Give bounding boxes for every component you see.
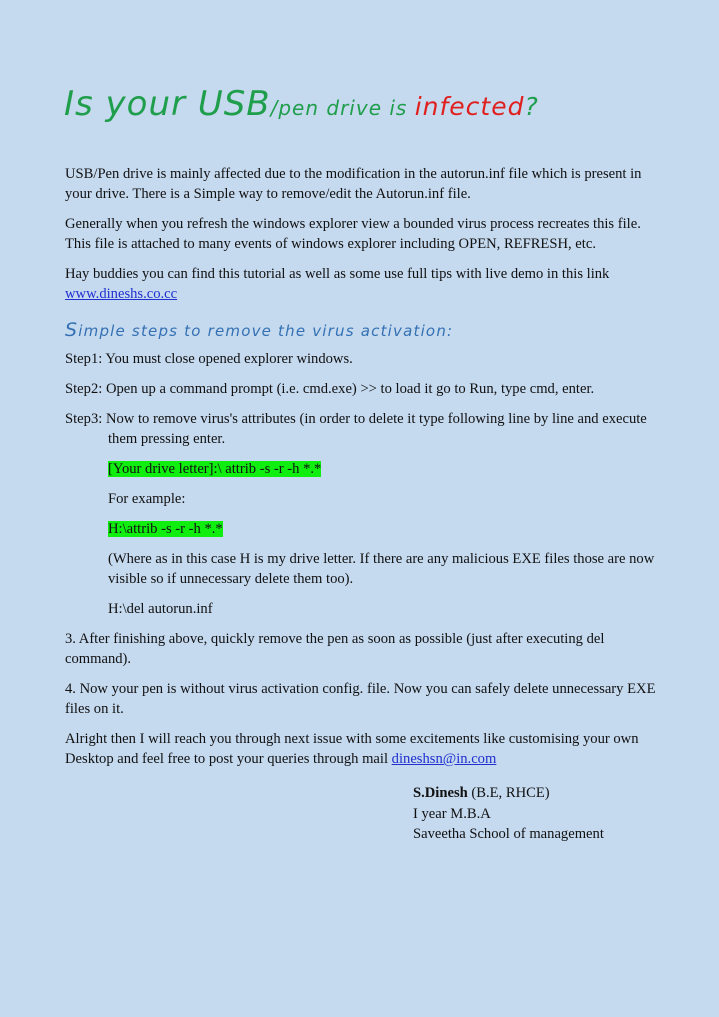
closing-paragraph: [65, 729, 659, 769]
subheading-initial: S: [65, 319, 79, 341]
step-1: Step1: You must close opened explorer windows.: [65, 351, 353, 367]
steps-subheading: [65, 320, 659, 341]
title-part-is: Is your: [64, 84, 198, 124]
drive-letter-note: (Where as in this case H is my drive letter. If there are any malicious EXE files those are now visible so if unnecessary delete them too).: [108, 551, 655, 587]
title-part-usb: USB: [197, 84, 271, 124]
paragraph-intro: USB/Pen drive is mainly affected due to the modification in the autorun.inf file which is present in your drive. There is a Simple way to remove/edit the Autorun.inf file.: [65, 166, 642, 202]
author-qualification: (B.E, RHCE): [467, 785, 550, 801]
tutorial-text: Hay buddies you can find this tutorial as well as some use full tips with live demo in this link: [65, 266, 610, 282]
title-part-pen-drive: /pen drive is: [270, 96, 415, 120]
step-2: Step2: Open up a command prompt (i.e. cmd.exe) >> to load it go to Run, type cmd, enter.: [65, 381, 595, 397]
item-3: 3. After finishing above, quickly remove the pen as soon as possible (just after executing del command).: [65, 631, 605, 667]
command-generic-line: [65, 459, 659, 479]
closing-text: Alright then I will reach you through next issue with some excitements like customising your own Desktop and feel free to post your queries through mail: [65, 731, 639, 767]
signature-block: [413, 783, 659, 845]
author-year: I year M.B.A: [413, 805, 491, 822]
author-name: S.Dinesh: [413, 785, 468, 801]
page-title: [64, 84, 539, 124]
for-example-label: For example:: [108, 491, 186, 507]
article-body: [65, 164, 659, 855]
title-part-infected: infected: [414, 92, 525, 121]
author-school: Saveetha School of management: [413, 826, 604, 842]
step-3: Step3: Now to remove virus's attributes (in order to delete it type following line by line and execute them pressing enter.: [65, 411, 647, 447]
email-link[interactable]: dineshsn@in.com: [391, 751, 497, 767]
command-example-line: [65, 519, 659, 539]
title-part-question: ?: [524, 92, 539, 121]
website-link[interactable]: www.dineshs.co.cc: [65, 286, 178, 302]
command-example: H:\attrib -s -r -h *.*: [108, 521, 223, 537]
paragraph-tutorial: [65, 264, 659, 304]
command-delete: H:\del autorun.inf: [108, 601, 213, 617]
command-generic: [Your drive letter]:\ attrib -s -r -h *.*: [108, 461, 322, 477]
item-4: 4. Now your pen is without virus activation config. file. Now you can safely delete unnecessary EXE files on it.: [65, 681, 656, 717]
paragraph-refresh: Generally when you refresh the windows explorer view a bounded virus process recreates this file. This file is attached to many events of windows explorer including OPEN, REFRESH, etc.: [65, 216, 641, 252]
subheading-text: imple steps to remove the virus activation:: [78, 322, 454, 340]
